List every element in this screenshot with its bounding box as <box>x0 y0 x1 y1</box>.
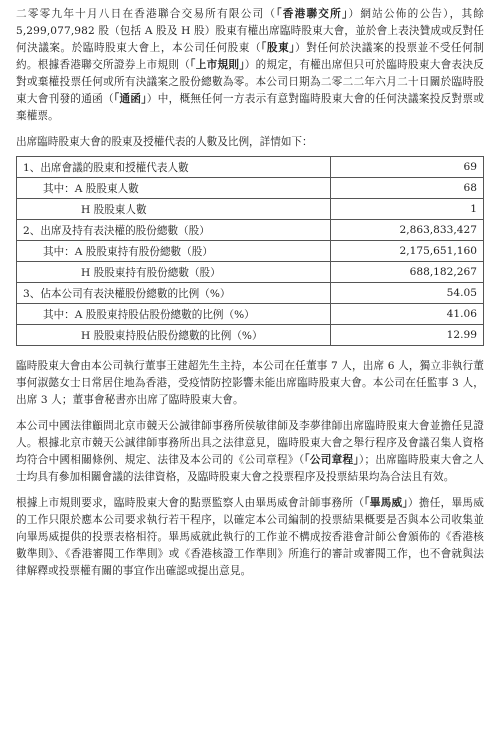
table-row <box>17 283 484 304</box>
table-row <box>17 304 484 325</box>
row-label: 3、佔本公司有表決權股份總數的比例（%） <box>17 283 331 304</box>
row-label: 其中：A 股股東持股佔股份總數的比例（%） <box>17 304 331 325</box>
defined-term-shareholders: 「股東」 <box>261 42 296 54</box>
text-segment: ）擔任，畢馬威的工作只限於應本公司要求執行若干程序，以確定本公司編制的投票結果概要是否與本公司收集並向畢馬威提供的投票表格相符。畢馬威就此執行的工作並不構成按香港會計師公會頒佈的《香港核數準則》、《香港審閱工作準則》或《香港核證工作準則》所進行的審計或審閱工作，也不會就與法律解釋或投票權有關的事宜作出確認或提出意見。 <box>16 497 484 577</box>
text-segment: ）對任何於決議案的投票並不受任何制約。根據香港聯交所證券上市規則（ <box>16 42 484 71</box>
text-segment: 二零零九年十月八日在香港聯合交易所有限公司（ <box>16 8 277 20</box>
row-label: H 股股東持股佔股份總數的比例（%） <box>17 325 331 346</box>
row-label: 2、出席及持有表決權的股份總數（股） <box>17 220 331 241</box>
table-row <box>17 325 484 346</box>
defined-term-circular: 「通函」 <box>113 93 147 105</box>
row-value: 41.06 <box>331 304 484 325</box>
defined-term-listing-rules: 「上市規則」 <box>190 59 245 71</box>
table-intro: 出席臨時股東大會的股東及授權代表的人數及比例，詳情如下： <box>16 136 313 148</box>
text-segment: ）；出席臨時股東大會之人士均具有參加相關會議的法律資格，及臨時股東大會之投票程序及投票結果均為合法且有效。 <box>16 454 485 483</box>
table-row <box>17 178 484 199</box>
paragraph-meeting-chair: 臨時股東大會由本公司執行董事王建超先生主持，本公司在任董事 7 人，出席 6 人，獨立非執行董事何淑懿女士日常居住地為香港，受疫情防控影響未能出席臨時股東大會。本公司在任監事 3 人，出席 3 人；董事會秘書亦出席了臨時股東大會。 <box>16 360 484 406</box>
table-row <box>17 220 484 241</box>
row-label: H 股股東人數 <box>17 199 331 220</box>
row-label: 其中：A 股股東人數 <box>17 178 331 199</box>
table-row <box>17 157 484 178</box>
row-label: 其中：A 股股東持有股份總數（股） <box>17 241 331 262</box>
row-value: 69 <box>331 157 484 178</box>
row-value: 2,863,833,427 <box>331 220 484 241</box>
defined-term-hkex: 「香港聯交所」 <box>276 8 349 20</box>
row-value: 54.05 <box>331 283 484 304</box>
paragraph-legal-opinion <box>16 418 484 486</box>
table-row <box>17 262 484 283</box>
text-segment: 根據上市規則要求，臨時股東大會的點票監察人由畢馬威會計師事務所（ <box>16 497 365 509</box>
text-segment: ）的規定，有權出席但只可於臨時股東大會表決反對或棄權投票任何或所有決議案之股份總數為零。本公司日期為二零二二年六月二十日關於臨時股東大會刊發的通函（ <box>16 59 484 105</box>
row-value: 688,182,267 <box>331 262 484 283</box>
attendance-table <box>16 156 484 346</box>
table-row <box>17 241 484 262</box>
paragraph-shareholder-rights <box>16 6 484 125</box>
text-segment: ）網站公佈的公告），其餘 5,299,077,982 股（包括 A 股及 H 股）股東有權出席臨時股東大會，並於會上表決贊成或反對任何決議案。於臨時股東大會上，本公司任何股東（ <box>16 8 485 54</box>
defined-term-articles: 「公司章程」 <box>304 454 359 466</box>
defined-term-kpmg: 「畢馬威」 <box>364 497 409 509</box>
row-value: 1 <box>331 199 484 220</box>
table-row <box>17 199 484 220</box>
text-segment: ）中，概無任何一方表示有意對臨時股東大會的任何決議案投反對票或棄權票。 <box>16 93 484 122</box>
paragraph-scrutineer <box>16 495 484 580</box>
row-value: 12.99 <box>331 325 484 346</box>
row-label: H 股股東持有股份總數（股） <box>17 262 331 283</box>
row-label: 1、出席會議的股東和授權代表人數 <box>17 157 331 178</box>
row-value: 2,175,651,160 <box>331 241 484 262</box>
text-segment: 本公司中國法律顧問北京市競天公誠律師事務所侯敏律師及李夢律師出席臨時股東大會並擔任見證人。根據北京市競天公誠律師事務所出具之法律意見，臨時股東大會之舉行程序及會議召集人資格均符合中國相關條例、規定、法律及本公司的《公司章程》（ <box>16 420 484 466</box>
row-value: 68 <box>331 178 484 199</box>
